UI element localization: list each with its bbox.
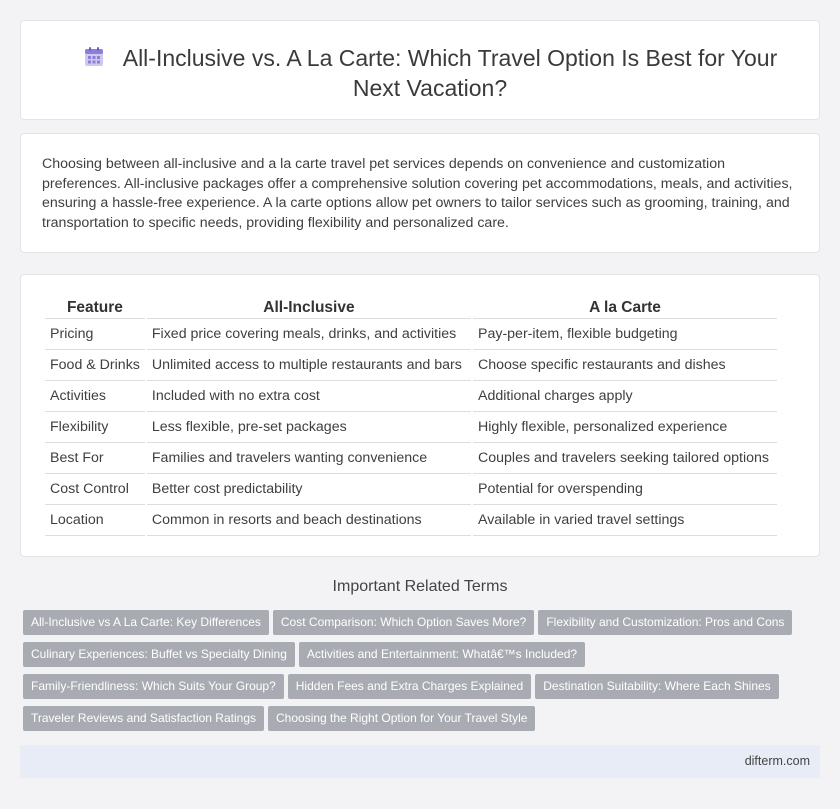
cell-all-inclusive: Fixed price covering meals, drinks, and activities — [147, 319, 471, 350]
cell-all-inclusive: Less flexible, pre-set packages — [147, 412, 471, 443]
intro-text: Choosing between all-inclusive and a la carte travel pet services depends on convenience and customization preferences. All-inclusive packages offer a comprehensive solution covering pet accommodations, meals, and activities, ensuring a hassle-free experience. A la carte options allow pet owners to tailor services such as grooming, training, and transportation to specific needs, providing flexibility and personalized care. — [42, 156, 793, 231]
footer — [20, 745, 820, 778]
page-title-wrap — [61, 43, 799, 103]
table-row — [45, 350, 777, 381]
cell-a-la-carte: Additional charges apply — [473, 381, 777, 412]
table-row — [45, 381, 777, 412]
related-term-tag[interactable]: Traveler Reviews and Satisfaction Ratings — [23, 706, 264, 731]
cell-all-inclusive: Unlimited access to multiple restaurants and bars — [147, 350, 471, 381]
cell-a-la-carte: Pay-per-item, flexible budgeting — [473, 319, 777, 350]
related-term-tag[interactable]: Cost Comparison: Which Option Saves More? — [273, 610, 534, 635]
cell-all-inclusive: Better cost predictability — [147, 474, 471, 505]
related-term-tag[interactable]: Choosing the Right Option for Your Travel Style — [268, 706, 535, 731]
comparison-table-card — [20, 274, 820, 557]
page-title: All-Inclusive vs. A La Carte: Which Travel Option Is Best for Your Next Vacation? — [122, 45, 778, 101]
cell-a-la-carte: Available in varied travel settings — [473, 505, 777, 536]
cell-a-la-carte: Choose specific restaurants and dishes — [473, 350, 777, 381]
header-card — [20, 20, 820, 120]
intro-card — [20, 133, 820, 253]
column-header-a-la-carte: A la Carte — [473, 295, 777, 319]
table-row — [45, 443, 777, 474]
cell-feature: Pricing — [45, 319, 145, 350]
related-terms-list — [23, 610, 813, 738]
table-row — [45, 505, 777, 536]
related-term-tag[interactable]: All-Inclusive vs A La Carte: Key Differences — [23, 610, 269, 635]
table-row — [45, 474, 777, 505]
table-header-row — [45, 295, 777, 319]
cell-feature: Location — [45, 505, 145, 536]
related-term-tag[interactable]: Hidden Fees and Extra Charges Explained — [288, 674, 531, 699]
table-row — [45, 412, 777, 443]
cell-feature: Activities — [45, 381, 145, 412]
table-row — [45, 319, 777, 350]
footer-site[interactable]: difterm.com — [744, 754, 810, 768]
calendar-icon — [83, 46, 105, 68]
cell-feature: Cost Control — [45, 474, 145, 505]
cell-all-inclusive: Included with no extra cost — [147, 381, 471, 412]
related-term-tag[interactable]: Flexibility and Customization: Pros and Cons — [538, 610, 792, 635]
cell-all-inclusive: Families and travelers wanting convenience — [147, 443, 471, 474]
cell-all-inclusive: Common in resorts and beach destinations — [147, 505, 471, 536]
column-header-all-inclusive: All-Inclusive — [147, 295, 471, 319]
column-header-feature: Feature — [45, 295, 145, 319]
related-term-tag[interactable]: Family-Friendliness: Which Suits Your Group? — [23, 674, 284, 699]
cell-a-la-carte: Highly flexible, personalized experience — [473, 412, 777, 443]
related-terms-title: Important Related Terms — [332, 578, 508, 595]
related-term-tag[interactable]: Culinary Experiences: Buffet vs Specialty Dining — [23, 642, 295, 667]
cell-feature: Food & Drinks — [45, 350, 145, 381]
related-term-tag[interactable]: Activities and Entertainment: Whatâ€™s Included? — [299, 642, 585, 667]
comparison-table — [43, 295, 779, 536]
cell-feature: Best For — [45, 443, 145, 474]
cell-feature: Flexibility — [45, 412, 145, 443]
cell-a-la-carte: Couples and travelers seeking tailored options — [473, 443, 777, 474]
cell-a-la-carte: Potential for overspending — [473, 474, 777, 505]
related-term-tag[interactable]: Destination Suitability: Where Each Shines — [535, 674, 778, 699]
